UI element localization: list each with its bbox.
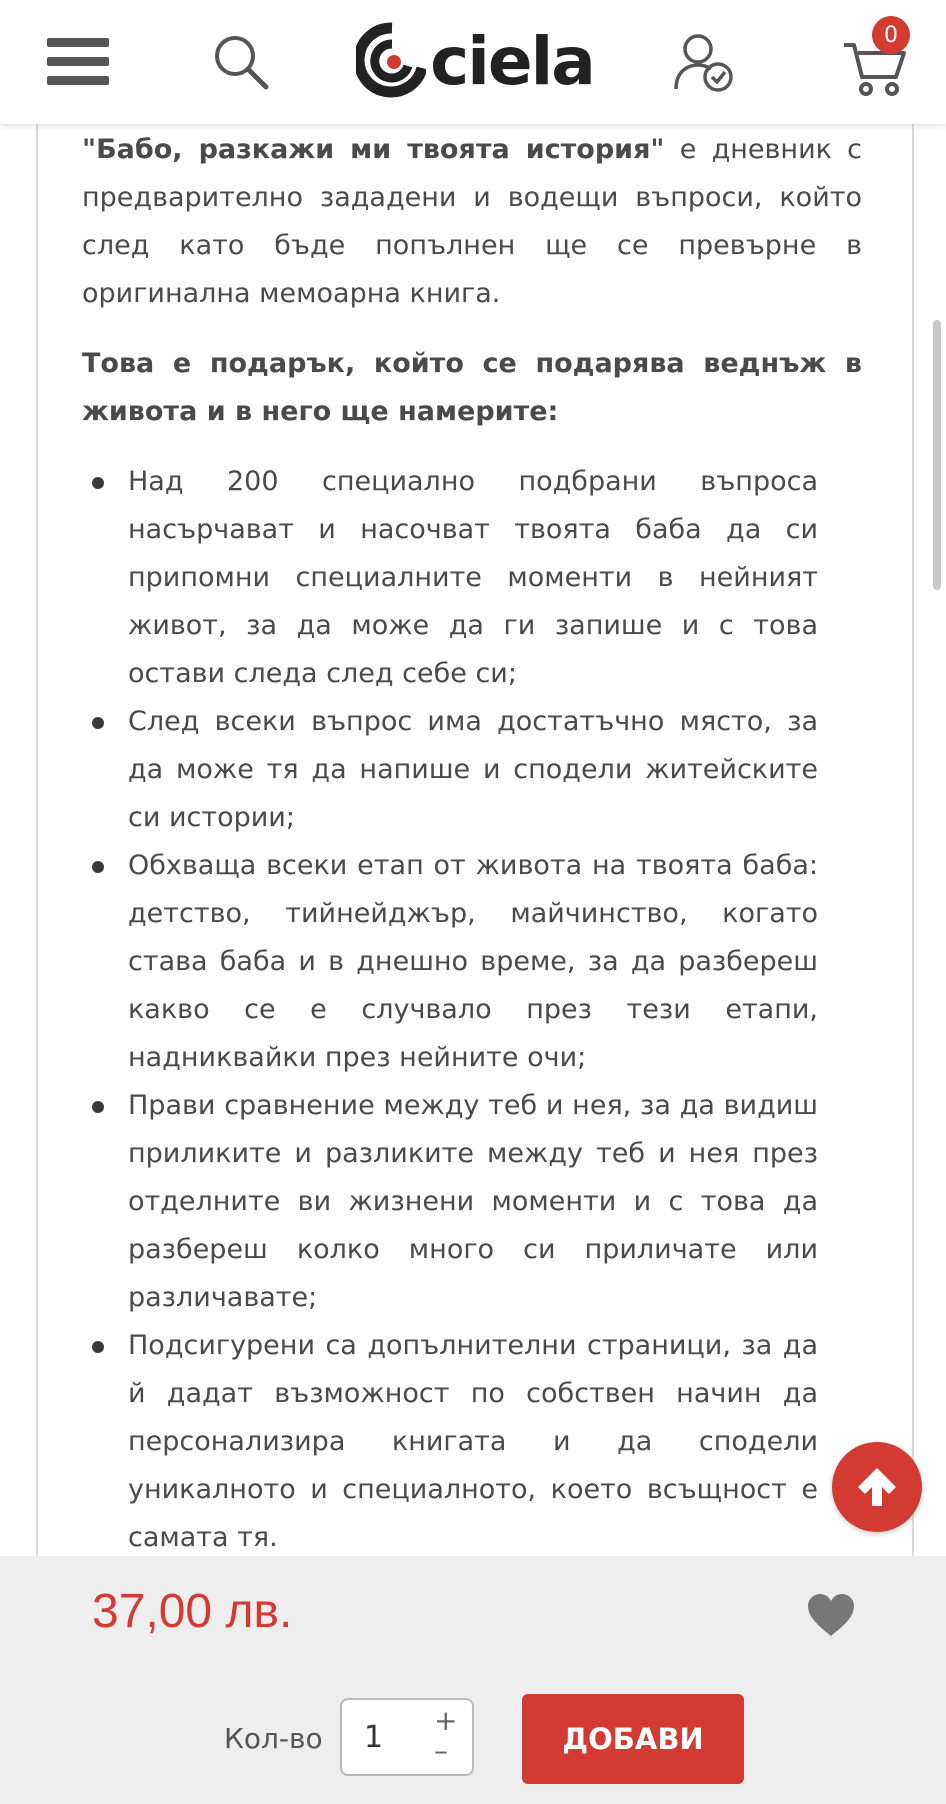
list-item: Прави сравнение между теб и нея, за да видиш приликите и разликите между теб и нея през отделните ви жизнени моменти и с това да разбереш колко много си приличате или различавате; <box>82 1082 818 1322</box>
quantity-decrease-button[interactable]: – <box>434 1734 448 1767</box>
quantity-stepper[interactable] <box>340 1698 474 1776</box>
page-scrollbar[interactable] <box>933 320 941 590</box>
arrow-up-icon <box>854 1464 900 1510</box>
cart-button[interactable] <box>820 0 930 124</box>
favorite-button[interactable] <box>806 1592 856 1642</box>
intro-text: е дневник с предварително зададени и водещи въпроси, който след като бъде попълнен ще се превърне в оригинална мемоарна книга. <box>82 134 862 309</box>
gift-heading: Това е подарък, който се подарява веднъж в живота и в него ще намерите: <box>82 348 862 427</box>
intro-paragraph <box>82 126 862 318</box>
heart-icon <box>806 1592 856 1638</box>
features-list <box>82 458 862 1562</box>
list-item: Над 200 специално подбрани въпроса насърчават и насочват твоята баба да си припомни специалните моменти в нейният живот, за да може да ги запише и с това остави следа след себе си; <box>82 458 818 698</box>
quantity-increase-button[interactable]: + <box>434 1704 458 1737</box>
back-to-top-button[interactable] <box>832 1442 922 1532</box>
list-item: След всеки въпрос има достатъчно място, за да може тя да напише и сподели житейските си истории; <box>82 698 818 842</box>
product-description <box>82 124 862 1562</box>
search-button[interactable] <box>196 0 286 124</box>
list-item: Подсигурени са допълнителни страници, за да й дадат възможност по собствен начин да персонализира книгата и да сподели уникалното и специалното, което всъщност е самата тя. <box>82 1322 818 1562</box>
site-header <box>0 0 946 124</box>
cart-count-badge: 0 <box>872 16 910 54</box>
quantity-input[interactable]: 1 <box>364 1720 384 1755</box>
add-to-cart-button[interactable]: ДОБАВИ <box>522 1694 744 1784</box>
bullet-icon <box>92 717 104 729</box>
search-icon <box>211 32 271 92</box>
account-button[interactable] <box>660 0 750 124</box>
bullet-icon <box>92 1341 104 1353</box>
quantity-label: Кол-во <box>224 1722 323 1755</box>
brand-name: ciela <box>430 23 594 100</box>
ciela-logo-mark <box>356 22 426 102</box>
intro-title: "Бабо, разкажи ми твоята история" <box>82 134 665 165</box>
user-check-icon <box>672 29 738 95</box>
bullet-icon <box>92 1101 104 1113</box>
menu-button[interactable] <box>28 0 128 124</box>
bullet-icon <box>92 861 104 873</box>
price: 37,00 лв. <box>92 1585 293 1638</box>
hamburger-icon <box>47 36 109 88</box>
purchase-bar <box>0 1556 946 1804</box>
ciela-logo[interactable] <box>350 0 600 124</box>
bullet-icon <box>92 477 104 489</box>
list-item: Обхваща всеки етап от живота на твоята баба: детство, тийнейджър, майчинство, когато става баба и в днешно време, за да разбереш какво се е случвало през тези етапи, надниквайки през нейните очи; <box>82 842 818 1082</box>
